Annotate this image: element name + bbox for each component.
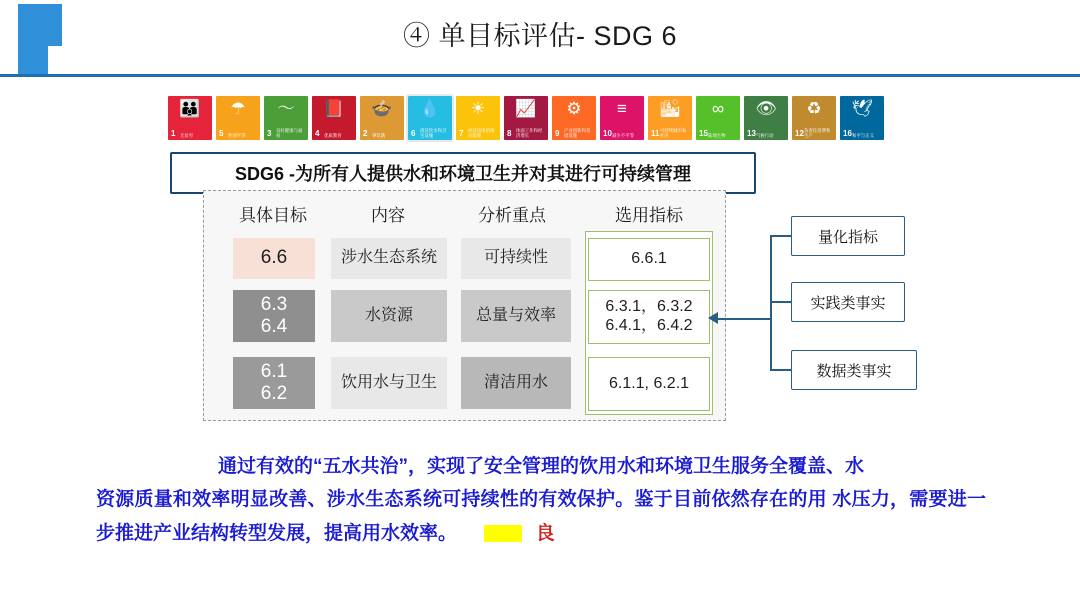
sdg-icon-12[interactable] [792, 96, 836, 140]
sdg6-banner: SDG6 -为所有人提供水和环境卫生并对其进行可持续管理 [170, 152, 756, 194]
sdg-number-11: 11 [651, 129, 660, 138]
sdg-number-5: 5 [219, 129, 224, 138]
cell-focus-clean-water: 清洁用水 [461, 357, 571, 409]
cell-target-line-1: 6.1 [260, 360, 288, 382]
cell-target-line-1: 6.3 [260, 293, 288, 315]
sdg-glyph-16: 🕊 [851, 99, 873, 118]
sdg-label-13: 气候行动 [756, 133, 774, 138]
summary-line-1: 通过有效的“五水共治”，实现了安全管理的饮用水和环境卫生服务全覆盖、水 [217, 456, 864, 477]
sdg-glyph-4: 📕 [323, 99, 345, 118]
sdg-number-8: 8 [507, 129, 512, 138]
sdg-icon-1[interactable] [168, 96, 212, 140]
connector-arrow-icon [708, 312, 718, 324]
cell-focus-6-6: 可持续性 [461, 238, 571, 279]
sdg-label-1: 无贫穷 [180, 133, 194, 138]
sdg-number-16: 16 [843, 129, 852, 138]
legend-practice-fact: 实践类事实 [791, 282, 905, 322]
sdg-glyph-9: ⚙ [566, 99, 582, 118]
sdg-icon-16[interactable] [840, 96, 884, 140]
sdg-number-9: 9 [555, 129, 560, 138]
sdg-number-12: 12 [795, 129, 804, 138]
page-title: ④ 单目标评估- SDG 6 [402, 21, 678, 51]
connector-branch-2 [770, 301, 791, 303]
sdg-number-7: 7 [459, 129, 464, 138]
column-header-indicator: 选用指标 [615, 206, 683, 225]
sdg-label-5: 性别平等 [228, 133, 246, 138]
sdg-glyph-12: ♻ [806, 99, 822, 118]
connector-arm [716, 318, 771, 320]
cell-focus-volume-efficiency: 总量与效率 [461, 290, 571, 342]
sdg-label-7: 经济适用的清洁能源 [468, 128, 495, 138]
summary-line-2: 资源质量和效率明显改善、涉水生态系统可持续性的有效保护。鉴于目前依然存在的用 [96, 489, 827, 511]
sdg-glyph-11: 🏙 [659, 99, 681, 118]
column-header-content: 内容 [371, 206, 405, 225]
sdg-label-9: 产业创新和基础设施 [564, 128, 591, 138]
sdg-label-12: 负责任消费和生产 [804, 128, 831, 138]
connector-branch-1 [770, 235, 791, 237]
sdg-label-3: 良好健康与福祉 [276, 128, 303, 138]
sdg-number-13: 13 [747, 129, 756, 138]
sdg-icon-9[interactable] [552, 96, 596, 140]
sdg-label-6: 清洁饮水和卫生设施 [420, 128, 447, 138]
connector-branch-3 [770, 369, 791, 371]
sdg-label-4: 优质教育 [324, 133, 342, 138]
cell-target-6-6: 6.6 [233, 238, 315, 279]
rating-color-chip [484, 525, 522, 542]
sdg-number-2: 2 [363, 129, 368, 138]
sdg-glyph-1: 👪 [179, 99, 201, 118]
cell-target-6-1-6-2 [233, 357, 315, 409]
sdg-glyph-13: 👁 [755, 99, 777, 118]
sdg-icon-11[interactable] [648, 96, 692, 140]
sdg-number-1: 1 [171, 129, 176, 138]
sdg6-target-table [203, 190, 726, 421]
sdg-icon-13[interactable] [744, 96, 788, 140]
cell-indicator-6-6: 6.6.1 [588, 238, 710, 281]
legend-data-fact: 数据类事实 [791, 350, 917, 390]
sdg-icon-2[interactable] [360, 96, 404, 140]
sdg-icon-15[interactable] [696, 96, 740, 140]
column-header-focus: 分析重点 [478, 206, 546, 225]
sdg-icon-7[interactable] [456, 96, 500, 140]
sdg-icon-5[interactable] [216, 96, 260, 140]
legend-quantitative-indicator: 量化指标 [791, 216, 905, 256]
sdg-icon-8[interactable] [504, 96, 548, 140]
sdg-number-10: 10 [603, 129, 612, 138]
summary-paragraph [96, 450, 986, 550]
sdg-label-2: 零饥饿 [372, 133, 386, 138]
sdg-glyph-2: 🍲 [371, 99, 393, 118]
sdg-icon-3[interactable] [264, 96, 308, 140]
cell-indicator-6-1-6-2: 6.1.1, 6.2.1 [588, 357, 710, 411]
sdg-number-15: 15 [699, 129, 708, 138]
cell-content-water-resource: 水资源 [331, 290, 447, 342]
cell-content-6-6: 涉水生态系统 [331, 238, 447, 279]
sdg-icon-10[interactable] [600, 96, 644, 140]
summary-line-3: 水压力，需要进一步推进产业结构转型发展，提高用水效率。 [96, 489, 986, 544]
sdg-label-16: 和平与正义 [852, 133, 874, 138]
header-divider [0, 74, 1080, 77]
sdg-icon-strip [168, 96, 884, 140]
sdg-number-3: 3 [267, 129, 272, 138]
sdg-label-15: 陆地生物 [708, 133, 726, 138]
sdg-label-10: 减少不平等 [612, 133, 634, 138]
sdg-icon-6[interactable] [408, 96, 452, 140]
cell-target-6-3-6-4 [233, 290, 315, 342]
sdg-icon-4[interactable] [312, 96, 356, 140]
sdg-glyph-7: ☀ [470, 99, 486, 118]
cell-content-drinking-water: 饮用水与卫生 [331, 357, 447, 409]
sdg-label-8: 体面工作和经济增长 [516, 128, 543, 138]
column-header-target: 具体目标 [239, 206, 307, 225]
sdg-label-11: 可持续城市和社区 [660, 128, 687, 138]
sdg-number-6: 6 [411, 129, 416, 138]
sdg-glyph-5: ☂ [230, 99, 246, 118]
slide-header [0, 0, 1080, 76]
cell-indicator-6-3-6-4 [588, 290, 710, 344]
sdg-glyph-3: 〜 [277, 99, 295, 118]
cell-indicator-line-2: 6.4.1，6.4.2 [605, 317, 693, 334]
sdg-glyph-6: 💧 [419, 99, 441, 118]
sdg-glyph-10: ≡ [617, 99, 627, 118]
sdg-glyph-15: ∞ [711, 99, 725, 118]
sdg-glyph-8: 📈 [515, 99, 537, 118]
cell-indicator-line-1: 6.3.1，6.3.2 [605, 298, 693, 316]
table-header-row [204, 201, 725, 231]
sdg-number-4: 4 [315, 129, 320, 138]
rating-label: 良 [535, 522, 555, 544]
cell-target-line-2: 6.4 [260, 316, 288, 337]
cell-target-line-2: 6.2 [260, 383, 288, 404]
